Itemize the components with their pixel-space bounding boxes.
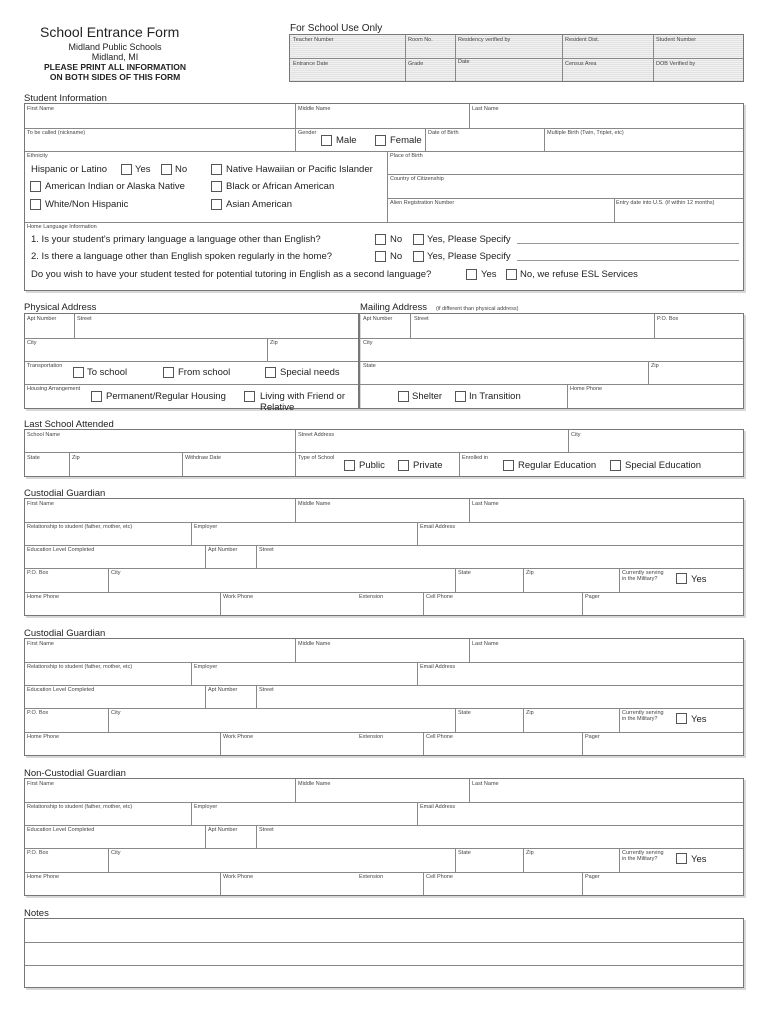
guardian-education-label: Education Level Completed [27,687,95,693]
q2-no-label: No [390,251,403,262]
print-instruction-2: ON BOTH SIDES OF THIS FORM [49,72,181,82]
guardian-home-phone-label: Home Phone [27,874,60,880]
living-with-checkbox[interactable] [244,391,255,402]
q1-specify-line[interactable] [517,243,739,244]
q1-yes-specify-label: Yes, Please Specify [427,234,511,245]
guardian-last-name-label: Last Name [472,781,499,787]
female-label: Female [390,135,422,146]
guardian-heading: Custodial Guardian [24,488,106,499]
permanent-housing-label: Permanent/Regular Housing [106,391,226,402]
guardian-military-yes-label: Yes [691,854,707,865]
guardian-education-label: Education Level Completed [27,827,95,833]
physical-address-heading: Physical Address [24,302,97,313]
private-label: Private [413,460,443,471]
guardian-heading: Custodial Guardian [24,628,106,639]
form-title: School Entrance Form [40,24,180,40]
q1-no-checkbox[interactable] [375,234,386,245]
q2-yes-specify-label: Yes, Please Specify [427,251,511,262]
esl-yes-label: Yes [481,269,497,280]
guardian-cell-phone-label: Cell Phone [426,734,453,740]
permanent-housing-checkbox[interactable] [91,391,102,402]
notes-box[interactable] [24,918,744,988]
asian-checkbox[interactable] [211,199,222,210]
q2-no-checkbox[interactable] [375,251,386,262]
mailing-po-box-label: P.O. Box [657,316,679,322]
housing-label: Housing Arrangement [27,386,81,392]
guardian-middle-name-label: Middle Name [298,641,331,647]
guardian-work-phone-label: Work Phone [223,594,254,600]
guardian-first-name-label: First Name [27,641,54,647]
hispanic-label: Hispanic or Latino [31,164,108,175]
public-checkbox[interactable] [344,460,355,471]
living-with-label: Living with Friend or Relative [260,391,346,413]
guardian-pager-label: Pager [585,594,600,600]
guardian-city-label: City [111,710,121,716]
guardian-city-label: City [111,850,121,856]
in-transition-label: In Transition [469,391,521,402]
esl-yes-checkbox[interactable] [466,269,477,280]
type-of-school-label: Type of School [298,455,335,461]
guardian-relationship-label: Relationship to student (father, mother, etc) [27,804,133,810]
entry-date-label: Entry date into U.S. (if within 12 months) [616,200,715,206]
guardian-home-phone-label: Home Phone [27,734,60,740]
office-use-box [289,34,744,82]
guardian-first-name-label: First Name [27,501,54,507]
hispanic-no-checkbox[interactable] [161,164,172,175]
last-school-state-label: State [27,455,40,461]
alien-reg-label: Alien Registration Number [390,200,455,206]
language-question-1: 1. Is your student's primary language a language other than English? [31,234,321,245]
to-school-label: To school [87,367,128,378]
guardian-cell-phone-label: Cell Phone [426,594,453,600]
guardian-extension-label: Extension [359,594,384,600]
home-language-label: Home Language Information [27,224,97,230]
last-school-street-label: Street Address [298,432,335,438]
guardian-apt-label: Apt Number [208,687,238,693]
guardian-state-label: State [458,710,471,716]
guardian-street-label: Street [259,827,274,833]
place-of-birth-label: Place of Birth [390,153,423,159]
student-info-box [24,103,744,291]
physical-street-label: Street [77,316,92,322]
guardian-cell-phone-label: Cell Phone [426,874,453,880]
guardian-box [24,778,744,896]
hawaiian-checkbox[interactable] [211,164,222,175]
guardian-last-name-label: Last Name [472,641,499,647]
guardian-first-name-label: First Name [27,781,54,787]
guardian-apt-label: Apt Number [208,547,238,553]
guardian-po-box-label: P.O. Box [27,570,49,576]
to-school-checkbox[interactable] [73,367,84,378]
white-checkbox[interactable] [30,199,41,210]
print-instruction-1: PLEASE PRINT ALL INFORMATION [44,62,186,72]
mailing-address-note: (if different than physical address) [436,306,519,312]
gender-label: Gender [298,130,317,136]
physical-apt-label: Apt Number [27,316,57,322]
guardian-email-label: Email Address [420,804,456,810]
mailing-address-heading: Mailing Address [360,302,428,313]
dob-label: Date of Birth [428,130,459,136]
special-ed-checkbox[interactable] [610,460,621,471]
transportation-label: Transportation [27,363,63,369]
guardian-military-yes-label: Yes [691,714,707,725]
guardian-city-label: City [111,570,121,576]
first-name-label: First Name [27,106,54,112]
guardian-extension-label: Extension [359,874,384,880]
last-school-box [24,429,744,477]
guardian-military-label-2: in the Military? [622,716,658,722]
notes-heading: Notes [24,908,49,919]
q2-specify-line[interactable] [517,260,739,261]
black-checkbox[interactable] [211,181,222,192]
student-info-heading: Student Information [24,93,107,104]
student-number-label: Student Number [656,37,697,43]
physical-city-label: City [27,340,37,346]
mailing-apt-label: Apt Number [363,316,393,322]
guardian-street-label: Street [259,687,274,693]
guardian-military-label-2: in the Military? [622,856,658,862]
hispanic-yes-checkbox[interactable] [121,164,132,175]
guardian-street-label: Street [259,547,274,553]
american-indian-checkbox[interactable] [30,181,41,192]
hawaiian-label: Native Hawaiian or Pacific Islander [226,164,373,175]
guardian-extension-label: Extension [359,734,384,740]
regular-ed-checkbox[interactable] [503,460,514,471]
residency-verified-label: Residency verified by [458,37,511,43]
asian-label: Asian American [226,199,293,210]
guardian-box [24,498,744,616]
q2-yes-checkbox[interactable] [413,251,424,262]
resident-dist-label: Resident Dist. [565,37,600,43]
guardian-military-yes-checkbox[interactable] [676,713,687,724]
male-label: Male [336,135,357,146]
guardian-work-phone-label: Work Phone [223,734,254,740]
nickname-label: To be called (nickname) [27,130,86,136]
grade-label: Grade [408,61,424,67]
entrance-date-label: Entrance Date [293,61,329,67]
white-label: White/Non Hispanic [45,199,129,210]
guardian-heading: Non-Custodial Guardian [24,768,126,779]
special-needs-label: Special needs [280,367,340,378]
guardian-employer-label: Employer [194,664,218,670]
guardian-employer-label: Employer [194,524,218,530]
school-name: Midland Public Schools [68,42,162,52]
special-needs-checkbox[interactable] [265,367,276,378]
q1-yes-checkbox[interactable] [413,234,424,245]
home-phone-label: Home Phone [570,386,603,392]
guardian-email-label: Email Address [420,664,456,670]
guardian-apt-label: Apt Number [208,827,238,833]
mailing-zip-label: Zip [651,363,659,369]
physical-address-box [24,313,359,413]
special-ed-label: Special Education [625,460,702,471]
mailing-address-box [359,313,744,409]
black-label: Black or African American [226,181,335,192]
guardian-box [24,638,744,756]
office-use-heading: For School Use Only [290,23,383,34]
guardian-education-label: Education Level Completed [27,547,95,553]
from-school-label: From school [178,367,231,378]
guardian-military-yes-label: Yes [691,574,707,585]
last-name-label: Last Name [472,106,499,112]
hispanic-no-label: No [175,164,188,175]
guardian-work-phone-label: Work Phone [223,874,254,880]
guardian-state-label: State [458,570,471,576]
male-checkbox[interactable] [321,135,332,146]
guardian-state-label: State [458,850,471,856]
school-location: Midland, MI [91,52,139,62]
guardian-military-label-2: in the Military? [622,576,658,582]
guardian-military-yes-checkbox[interactable] [676,853,687,864]
census-area-label: Census Area [565,61,597,67]
last-school-city-label: City [571,432,581,438]
shelter-label: Shelter [412,391,443,402]
in-transition-checkbox[interactable] [455,391,466,402]
guardian-military-label-1: Currently serving [622,710,664,716]
multiple-birth-label: Multiple Birth (Twin, Triplet, etc) [547,130,624,136]
guardian-pager-label: Pager [585,874,600,880]
guardian-home-phone-label: Home Phone [27,594,60,600]
esl-question: Do you wish to have your student tested for potential tutoring in English as a second language? [31,269,432,280]
language-question-2: 2. Is there a language other than English spoken regularly in the home? [31,251,333,262]
citizenship-label: Country of Citizenship [390,176,444,182]
guardian-email-label: Email Address [420,524,456,530]
female-checkbox[interactable] [375,135,386,146]
guardian-military-label-1: Currently serving [622,570,664,576]
middle-name-label: Middle Name [298,106,331,112]
mailing-city-label: City [363,340,373,346]
regular-ed-label: Regular Education [518,460,597,471]
public-label: Public [359,460,385,471]
shelter-checkbox[interactable] [398,391,409,402]
guardian-zip-label: Zip [526,570,534,576]
withdraw-date-label: Withdraw Date [185,455,222,461]
guardian-military-yes-checkbox[interactable] [676,573,687,584]
guardian-middle-name-label: Middle Name [298,501,331,507]
date-label: Date [458,59,470,65]
hispanic-yes-label: Yes [135,164,151,175]
guardian-zip-label: Zip [526,710,534,716]
private-checkbox[interactable] [398,460,409,471]
guardian-middle-name-label: Middle Name [298,781,331,787]
guardian-relationship-label: Relationship to student (father, mother, etc) [27,664,133,670]
mailing-street-label: Street [414,316,429,322]
mailing-state-label: State [363,363,376,369]
guardian-zip-label: Zip [526,850,534,856]
guardian-relationship-label: Relationship to student (father, mother, etc) [27,524,133,530]
enrolled-in-label: Enrolled in [462,455,488,461]
esl-refuse-checkbox[interactable] [506,269,517,280]
guardian-last-name-label: Last Name [472,501,499,507]
room-no-label: Room No. [408,37,433,43]
teacher-number-label: Teacher Number [293,37,334,43]
last-school-heading: Last School Attended [24,419,114,430]
guardian-pager-label: Pager [585,734,600,740]
american-indian-label: American Indian or Alaska Native [45,181,185,192]
guardian-military-label-1: Currently serving [622,850,664,856]
esl-refuse-label: No, we refuse ESL Services [520,269,638,280]
guardian-employer-label: Employer [194,804,218,810]
physical-zip-label: Zip [270,340,278,346]
last-school-zip-label: Zip [72,455,80,461]
q1-no-label: No [390,234,403,245]
dob-verified-label: DOB Verified by [656,61,696,67]
last-school-name-label: School Name [27,432,61,438]
from-school-checkbox[interactable] [163,367,174,378]
guardian-po-box-label: P.O. Box [27,850,49,856]
guardian-po-box-label: P.O. Box [27,710,49,716]
ethnicity-label: Ethnicity [27,153,48,159]
